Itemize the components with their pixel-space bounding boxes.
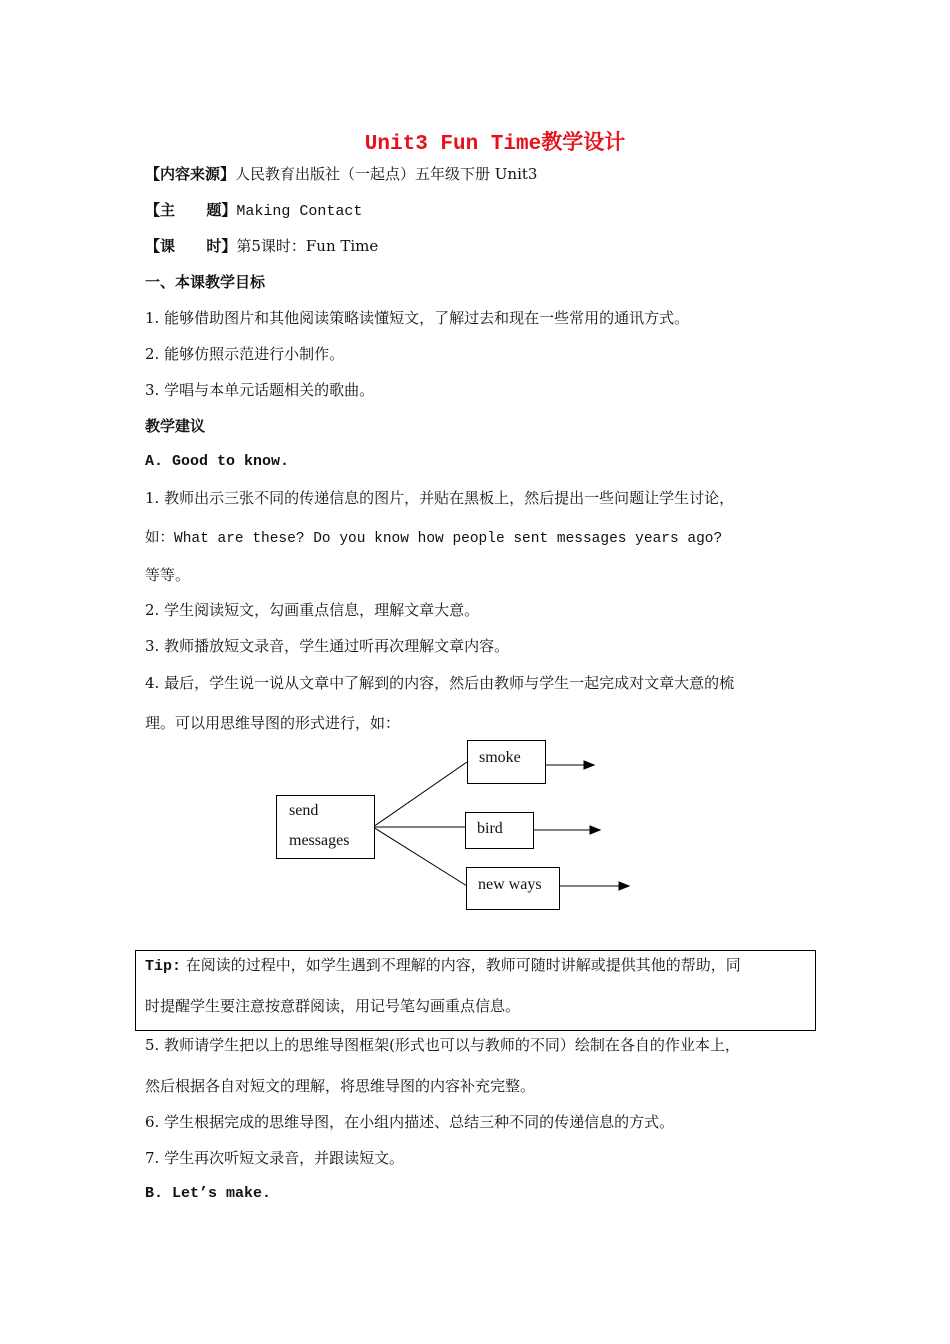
arrow-head-new-ways — [619, 882, 629, 890]
step-1-line3: 等等。 — [145, 566, 191, 584]
page-title: Unit3 Fun Time教学设计 — [364, 133, 626, 156]
connector-smoke — [373, 762, 467, 827]
source-value: 人民教育出版社（一起点）五年级下册 Unit3 — [235, 165, 538, 183]
goal-item: 2. 能够仿照示范进行小制作。 — [145, 345, 345, 363]
mindmap-node-label: smoke — [479, 749, 521, 766]
step-6: 6. 学生根据完成的思维导图，在小组内描述、总结三种不同的传递信息的方式。 — [145, 1113, 675, 1131]
step-2: 2. 学生阅读短文，勾画重点信息，理解文章大意。 — [145, 601, 480, 619]
mindmap-node-new-ways — [466, 867, 560, 910]
mindmap-node-smoke — [467, 740, 546, 784]
subsection-a-heading: A. Good to know. — [145, 453, 290, 470]
step-5-line1: 5. 教师请学生把以上的思维导图框架(形式也可以与教师的不同）绘制在各自的作业本上， — [145, 1036, 740, 1054]
source-label: 【内容来源】 — [145, 165, 236, 183]
step-4-line2: 理。可以用思维导图的形式进行，如： — [145, 714, 401, 732]
period-value: 第5课时：Fun Time — [236, 237, 379, 255]
step-4-line1: 4. 最后，学生说一说从文章中了解到的内容，然后由教师与学生一起完成对文章大意的梳 — [145, 674, 735, 692]
mindmap-node-label: bird — [477, 820, 503, 837]
mindmap-root-line2: messages — [289, 832, 350, 849]
step-1-line2: 如：What are these? Do you know how people sent messages years ago? — [145, 531, 723, 547]
section1-heading: 一、本课教学目标 — [145, 273, 266, 291]
arrow-head-smoke — [584, 761, 594, 769]
mindmap-root-line1: send — [289, 802, 319, 819]
mindmap-root — [276, 795, 375, 859]
arrow-head-bird — [590, 826, 600, 834]
step-7: 7. 学生再次听短文录音，并跟读短文。 — [145, 1149, 405, 1167]
subsection-b-heading: B. Let’s make. — [145, 1185, 272, 1202]
mindmap-node-bird — [465, 812, 534, 849]
theme-value: Making Contact — [236, 203, 363, 220]
step-5-line2: 然后根据各自对短文的理解，将思维导图的内容补充完整。 — [145, 1077, 536, 1095]
period-label: 【课 时】 — [145, 237, 237, 255]
tip-label: Tip: — [145, 958, 182, 975]
tip-line1 — [145, 955, 741, 977]
goal-item: 1. 能够借助图片和其他阅读策略读懂短文，了解过去和现在一些常用的通讯方式。 — [145, 309, 690, 327]
step-3: 3. 教师播放短文录音，学生通过听再次理解文章内容。 — [145, 637, 510, 655]
tip-line2: 时提醒学生要注意按意群阅读，用记号笔勾画重点信息。 — [145, 997, 521, 1015]
step-1-line1: 1. 教师出示三张不同的传递信息的图片，并贴在黑板上，然后提出一些问题让学生讨论， — [145, 489, 735, 507]
theme-label: 【主 题】 — [145, 201, 237, 219]
mindmap-node-label: new ways — [478, 876, 542, 893]
section2-heading: 教学建议 — [145, 417, 206, 435]
goal-item: 3. 学唱与本单元话题相关的歌曲。 — [145, 381, 375, 399]
tip-text1: 在阅读的过程中，如学生遇到不理解的内容，教师可随时讲解或提供其他的帮助，同 — [185, 956, 741, 974]
connector-new-ways — [373, 827, 467, 886]
